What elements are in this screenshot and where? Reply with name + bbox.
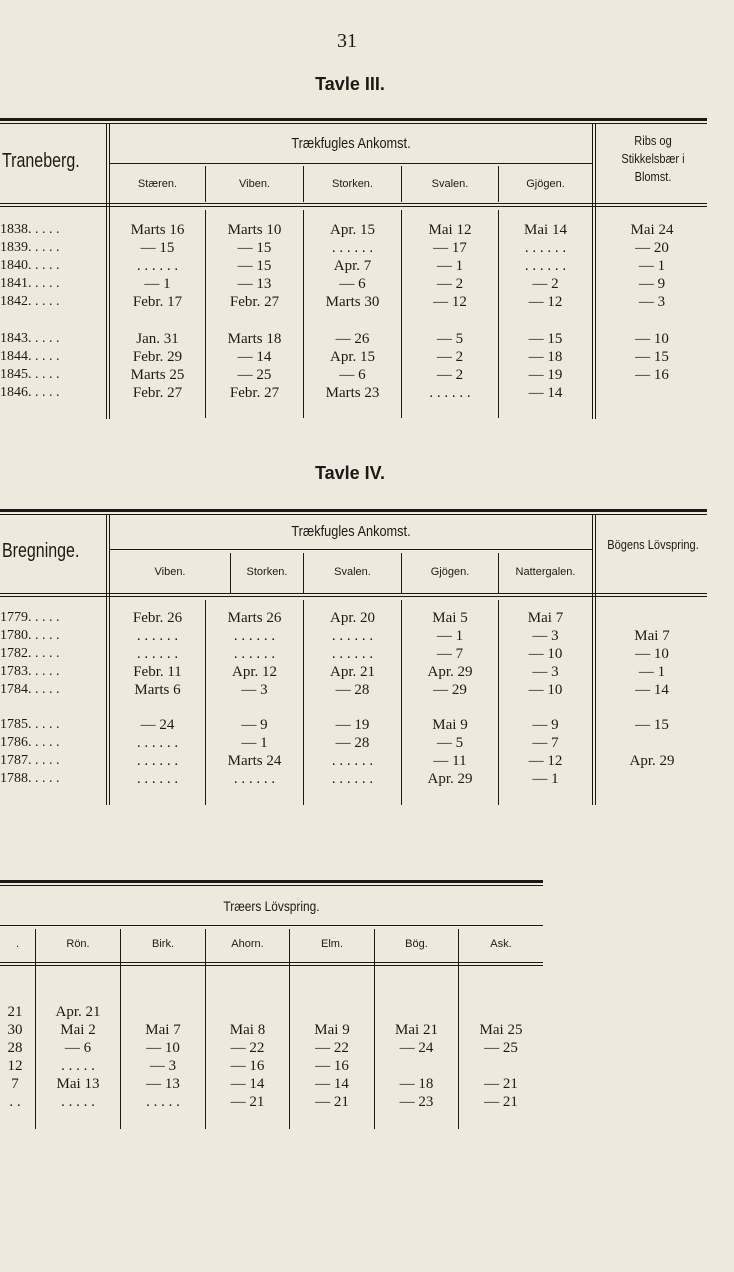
table-cell: Apr. 20 [330, 610, 375, 626]
table-cell: — 7 [532, 735, 559, 751]
table-cell: — 15 [635, 349, 669, 365]
col-first: . [15, 938, 20, 950]
table-cell: Febr. 17 [132, 294, 183, 310]
table-cell: Apr. 15 [330, 222, 375, 238]
table-cell: — 21 [484, 1076, 518, 1092]
table-cell: Apr. 21 [55, 1004, 101, 1020]
table-cell: — 3 [241, 682, 268, 698]
table-cell: — 13 [146, 1076, 180, 1092]
table-cell: Febr. 11 [133, 664, 182, 680]
tavle3-place: Traneberg. [2, 150, 80, 172]
table-cell: — 16 [230, 1058, 265, 1074]
table-cell: Febr. 27 [229, 294, 280, 310]
year-label: 1842. . . . . [0, 294, 60, 309]
table-cell: — 23 [399, 1094, 434, 1110]
table-cell: — 25 [237, 367, 272, 383]
table-cell: Apr. 29 [629, 753, 675, 769]
table-cell: 30 [7, 1022, 23, 1038]
table-cell: — 17 [433, 240, 467, 256]
table-cell: — 21 [315, 1094, 349, 1110]
year-label: 1780. . . . . [0, 628, 60, 643]
table-cell: . . . . . . [136, 646, 179, 662]
table-cell: — 11 [433, 753, 467, 769]
table-cell: — 3 [532, 664, 559, 680]
table-cell: — 2 [532, 276, 559, 292]
table-cell: — 28 [335, 735, 370, 751]
table-cell: — 16 [635, 367, 669, 383]
table-cell: — 26 [335, 331, 370, 347]
tavle4-title: Tavle IV. [314, 463, 386, 483]
table-cell: Mai 5 [432, 610, 468, 626]
table-cell: Apr. 21 [330, 664, 375, 680]
year-label: 1788. . . . . [0, 771, 60, 786]
table-cell: Mai 9 [432, 717, 468, 733]
col-nattergalen: Nattergalen. [515, 566, 576, 578]
table-cell: — 5 [436, 331, 464, 347]
table-cell: — 24 [399, 1040, 434, 1056]
table-cell: Marts 25 [130, 367, 185, 383]
table-cell: — 7 [436, 646, 464, 662]
table-cell: — 1 [638, 258, 666, 274]
year-label: 1841. . . . . [0, 276, 60, 291]
table-cell: — 22 [230, 1040, 265, 1056]
table-cell: — 28 [335, 682, 370, 698]
table-cell: Febr. 26 [132, 610, 183, 626]
table-cell: — 20 [635, 240, 669, 256]
table-cell: Marts 24 [227, 753, 282, 769]
table-cell: — 21 [484, 1094, 518, 1110]
col-staeren: Stæren. [137, 178, 178, 190]
table-cell: 21 [7, 1004, 23, 1020]
table-cell: Febr. 29 [132, 349, 183, 365]
table-cell: Marts 26 [227, 610, 282, 626]
tavle4-place: Bregninge. [2, 540, 80, 562]
table-cell: Marts 18 [227, 331, 282, 347]
year-label: 1844. . . . . [0, 349, 60, 364]
table-cell: . . . . . . [136, 258, 179, 274]
table-cell: Apr. 7 [333, 258, 372, 274]
table-cell: . . . . . [61, 1094, 95, 1110]
table-cell: — 10 [635, 646, 669, 662]
year-label: 1779. . . . . [0, 610, 60, 625]
table-cell: . . . . . . [331, 628, 374, 644]
tavle3-title: Tavle III. [315, 74, 385, 94]
table-cell: — 16 [315, 1058, 349, 1074]
table-cell: Mai 7 [145, 1022, 181, 1038]
table-cell: . . . . . . [331, 240, 374, 256]
col-gjogen: Gjögen. [526, 178, 565, 190]
table-cell: — 15 [528, 331, 563, 347]
table-cell: . . . . . . [331, 753, 374, 769]
year-label: 1845. . . . . [0, 367, 60, 382]
table-cell: — 10 [635, 331, 669, 347]
table-cell: — 29 [433, 682, 467, 698]
table-cell: . . . . . [61, 1058, 95, 1074]
year-label: 1785. . . . . [0, 717, 60, 732]
table-cell: 7 [11, 1076, 19, 1092]
tavle4-group-header: Trækfugles Ankomst. [291, 523, 411, 540]
table-cell: Apr. 29 [427, 664, 473, 680]
tavle5-group-header: Træers Lövspring. [223, 898, 320, 914]
table-cell: — 1 [638, 664, 666, 680]
col-storken: Storken. [246, 566, 288, 578]
table-cell: . . . . . . [524, 258, 567, 274]
table-cell: Mai 13 [56, 1076, 100, 1092]
table-cell: — 1 [241, 735, 268, 751]
table-cell: — 14 [528, 385, 563, 401]
table-cell: — 9 [241, 717, 268, 733]
table-cell: Marts 16 [130, 222, 185, 238]
col-storken: Storken. [332, 178, 373, 190]
table-cell: — 14 [635, 682, 669, 698]
col-svalen: Svalen. [334, 566, 371, 578]
table-cell: . . . . . . [233, 771, 276, 787]
table-cell: . . . . . . [233, 628, 276, 644]
table-cell: — 9 [532, 717, 559, 733]
table-cell: Mai 21 [395, 1022, 438, 1038]
table-cell: — 18 [399, 1076, 434, 1092]
table-cell: . . . . . . [136, 753, 179, 769]
table-cell: Febr. 27 [132, 385, 183, 401]
tavle4-last-header: Bögens Lövspring. [607, 537, 699, 552]
table-cell: Jan. 31 [136, 331, 179, 347]
table-cell: Mai 8 [229, 1022, 266, 1038]
col-ahorn: Ahorn. [231, 938, 264, 950]
table-cell: — 3 [532, 628, 559, 644]
table-cell: . . . . . . [331, 771, 374, 787]
col-viben: Viben. [239, 178, 270, 190]
table-cell: — 5 [436, 735, 464, 751]
table-cell: Mai 25 [479, 1022, 523, 1038]
table-cell: — 6 [339, 276, 366, 292]
table-cell: — 22 [315, 1040, 349, 1056]
col-viben: Viben. [154, 566, 186, 578]
tavle3-last-header: Ribs og Stikkelsbær i Blomst. [621, 133, 685, 184]
table-cell: Marts 6 [134, 682, 181, 698]
table-cell: . . . . . [146, 1094, 180, 1110]
table-cell: — 12 [528, 753, 563, 769]
table-cell: — 19 [335, 717, 370, 733]
table-cell: Febr. 27 [229, 385, 280, 401]
year-label: 1786. . . . . [0, 735, 60, 750]
table-cell: Mai 12 [428, 222, 472, 238]
year-label: 1843. . . . . [0, 331, 60, 346]
page-number: 31 [337, 30, 357, 52]
table-cell: . . . . . . [429, 385, 471, 401]
table-cell: — 6 [339, 367, 366, 383]
table-cell: — 2 [436, 367, 464, 383]
table-cell: — 24 [140, 717, 175, 733]
year-label: 1782. . . . . [0, 646, 60, 661]
table-cell: . . . . . . [233, 646, 276, 662]
tavle3-group-header: Trækfugles Ankomst. [291, 135, 411, 152]
table-cell: — 2 [436, 349, 464, 365]
table-cell: . . . . . . [136, 771, 179, 787]
table-cell: — 2 [436, 276, 464, 292]
table-cell: — 3 [149, 1058, 177, 1074]
table-cell: — 1 [436, 628, 464, 644]
year-label: 1839. . . . . [0, 240, 60, 255]
table-cell: — 6 [64, 1040, 92, 1056]
year-label: 1787. . . . . [0, 753, 60, 768]
table-cell: — 14 [315, 1076, 349, 1092]
col-gjogen: Gjögen. [430, 566, 470, 578]
table-cell: Mai 7 [634, 628, 670, 644]
year-label: 1784. . . . . [0, 682, 60, 697]
table-cell: 28 [7, 1040, 23, 1056]
table-cell: — 25 [484, 1040, 518, 1056]
table-cell: — 15 [237, 258, 272, 274]
table-cell: — 10 [528, 646, 563, 662]
table-cell: Mai 14 [524, 222, 567, 238]
table-cell: — 13 [237, 276, 272, 292]
table-cell: . . . . . . [136, 735, 179, 751]
col-bog: Bög. [405, 938, 428, 950]
table-cell: . . . . . . [331, 646, 374, 662]
table-cell: Marts 10 [227, 222, 282, 238]
table-cell: — 3 [638, 294, 666, 310]
table-cell: — 12 [433, 294, 467, 310]
table-cell: — 1 [532, 771, 559, 787]
table-cell: — 1 [144, 276, 171, 292]
table-cell: Mai 7 [527, 610, 564, 626]
table-cell: Marts 30 [325, 294, 380, 310]
table-cell: Apr. 29 [427, 771, 473, 787]
year-label: 1846. . . . . [0, 385, 60, 400]
col-elm: Elm. [321, 938, 343, 950]
table-cell: . . . . . . [136, 628, 179, 644]
table-cell: — 14 [237, 349, 272, 365]
col-svalen: Svalen. [431, 178, 469, 190]
table-cell: — 14 [230, 1076, 265, 1092]
table-cell: Mai 24 [630, 222, 674, 238]
table-cell: — 21 [230, 1094, 265, 1110]
table-cell: — 1 [436, 258, 464, 274]
table-cell: — 15 [635, 717, 669, 733]
table-cell: — 15 [140, 240, 175, 256]
table-cell: Apr. 15 [330, 349, 375, 365]
table-cell: — 15 [237, 240, 272, 256]
table-cell: — 10 [528, 682, 563, 698]
col-ron: Rön. [66, 938, 90, 950]
col-ask: Ask. [490, 938, 512, 950]
col-birk: Birk. [152, 938, 174, 950]
table-cell: — 12 [528, 294, 563, 310]
table-cell: — 9 [638, 276, 666, 292]
table-cell: — 18 [528, 349, 563, 365]
table-cell: — 19 [528, 367, 563, 383]
year-label: 1838. . . . . [0, 222, 60, 237]
table-cell: 12 [7, 1058, 23, 1074]
table-cell: — 10 [146, 1040, 180, 1056]
table-cell: . . . . . . [524, 240, 567, 256]
table-cell: Marts 23 [325, 385, 380, 401]
table-cell: . . [9, 1094, 21, 1110]
table-cell: Mai 2 [60, 1022, 96, 1038]
table-cell: Apr. 12 [232, 664, 277, 680]
year-label: 1840. . . . . [0, 258, 60, 273]
table-cell: Mai 9 [314, 1022, 350, 1038]
year-label: 1783. . . . . [0, 664, 60, 679]
